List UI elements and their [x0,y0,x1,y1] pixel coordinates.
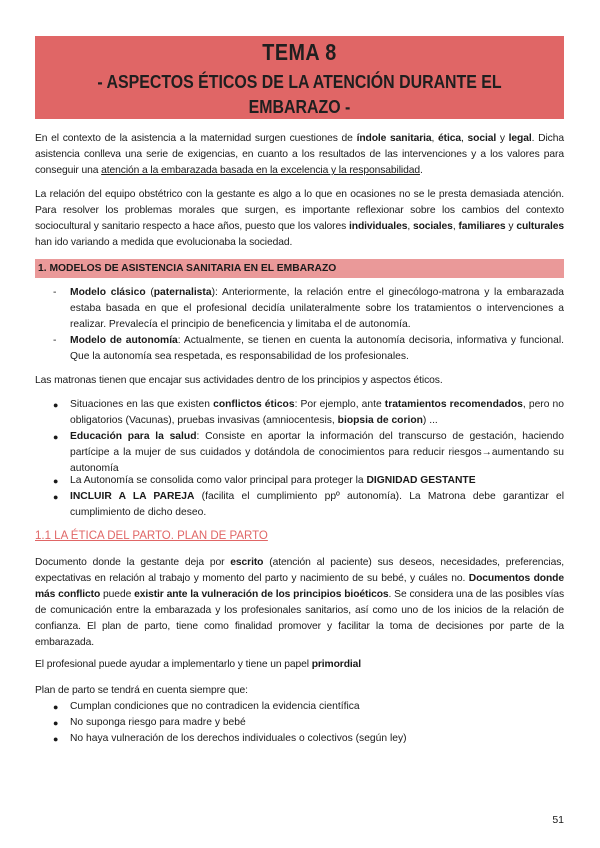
list-item-autonomy-value: ● La Autonomía se consolida como valor principal para proteger la DIGNIDAD GESTANTE [53,473,564,489]
list-item-condition: ● No suponga riesgo para madre y bebé [53,715,564,731]
page-number: 51 [552,814,564,826]
list-item-ethical-conflicts: ● Situaciones en las que existen conflictos éticos: Por ejemplo, ante tratamientos recomendados, pero no obligatorios (Vacunas), pruebas invasivas (amniocentesis, biopsia de corion) ... [53,399,565,426]
dash-marker: - [53,287,57,298]
matronas-paragraph: Las matronas tienen que encajar sus actividades dentro de los principios y aspectos éticos. [35,375,443,386]
title-banner [35,36,564,119]
bullet-icon: ● [53,432,59,442]
list-item-autonomy-model: - Modelo de autonomía: Actualmente, se tienen en cuenta la autonomía decisoria, informativa y funcional. Que la autonomía sea respetada, es responsabilidad de los profesionales. [53,335,564,362]
bullet-icon: ● [53,492,59,502]
list-item-include-partner: ● INCLUIR A LA PAREJA (facilita el cumplimiento ppº autonomía). La Matrona debe garantizar el cumplimiento de dicho deseo. [53,491,564,518]
section-heading-birth-plan: 1.1 LA ÉTICA DEL PARTO. PLAN DE PARTO [35,530,268,542]
intro-paragraph-1: En el contexto de la asistencia a la maternidad surgen cuestiones de índole sanitaria, ética, social y legal. Dicha asistencia conlleva una serie de exigencias, en cuanto a los resultados de las intervenciones y a los valores para conseguir una atención a la embarazada basada en la excelencia y la responsabilidad. [35,133,564,176]
list-item-health-education: ● Educación para la salud: Consiste en aportar la información del transcurso de gestación, haciendo partícipe a la mujer de sus cuidados y dotándola de conocimientos para reducir riesgos→aumentando su autonomía [53,431,564,474]
list-item-classic-model: - Modelo clásico (paternalista): Anteriormente, la relación entre el ginecólogo-matrona y la embarazada estaba basada en que el profesional decidía unilateralmente sobre los tratamientos o intervenciones a realizar. Prevalecía el principio de beneficencia y limitaba el de autonomía. [53,287,564,330]
dash-marker: - [53,335,57,346]
bullet-icon: ● [53,734,59,744]
list-item-condition: ● Cumplan condiciones que no contradicen la evidencia científica [53,699,564,715]
professional-role-paragraph: El profesional puede ayudar a implementarlo y tiene un papel primordial [35,659,362,670]
bullet-icon: ● [53,702,59,712]
section-heading-models: 1. MODELOS DE ASISTENCIA SANITARIA EN EL EMBARAZO [35,259,564,278]
title-line-3: EMBARAZO - [248,96,351,117]
bullet-icon: ● [53,718,59,728]
bullet-icon: ● [53,476,59,486]
birth-plan-paragraph: Documento donde la gestante deja por escrito (atención al paciente) sus deseos, necesidades, preferencias, expectativas en relación al trabajo y momento del parto y nacimiento de su bebé, y cuáles no. Documentos donde más conflicto puede existir ante la vulneración de los principios bioéticos. Se considera una de las posibles vías de comunicación entre la embarazada y los profesionales sanitarios, así como uno de los inicios de la relación de confianza. El plan de parto, tiene como finalidad promover y facilitar la toma de decisiones por parte de la embarazada. [35,557,565,648]
birth-plan-conditions-intro: Plan de parto se tendrá en cuenta siempre que: [35,685,248,696]
intro-paragraph-2: La relación del equipo obstétrico con la gestante es algo a lo que en ocasiones no se le presta demasiada atención. Para resolver los problemas morales que surgen, es importante reflexionar sobre los cambios del contexto sociocultural y sanitario respecto a hace años, puesto que los valores individuales, sociales, familiares y culturales han ido variando a medida que evolucionaba la sociedad. [35,189,564,248]
bullet-icon: ● [53,400,59,410]
list-item-condition: ● No haya vulneración de los derechos individuales o colectivos (según ley) [53,731,564,747]
title-line-1: TEMA 8 [262,39,337,65]
title-line-2: - ASPECTOS ÉTICOS DE LA ATENCIÓN DURANTE EL [97,71,502,92]
